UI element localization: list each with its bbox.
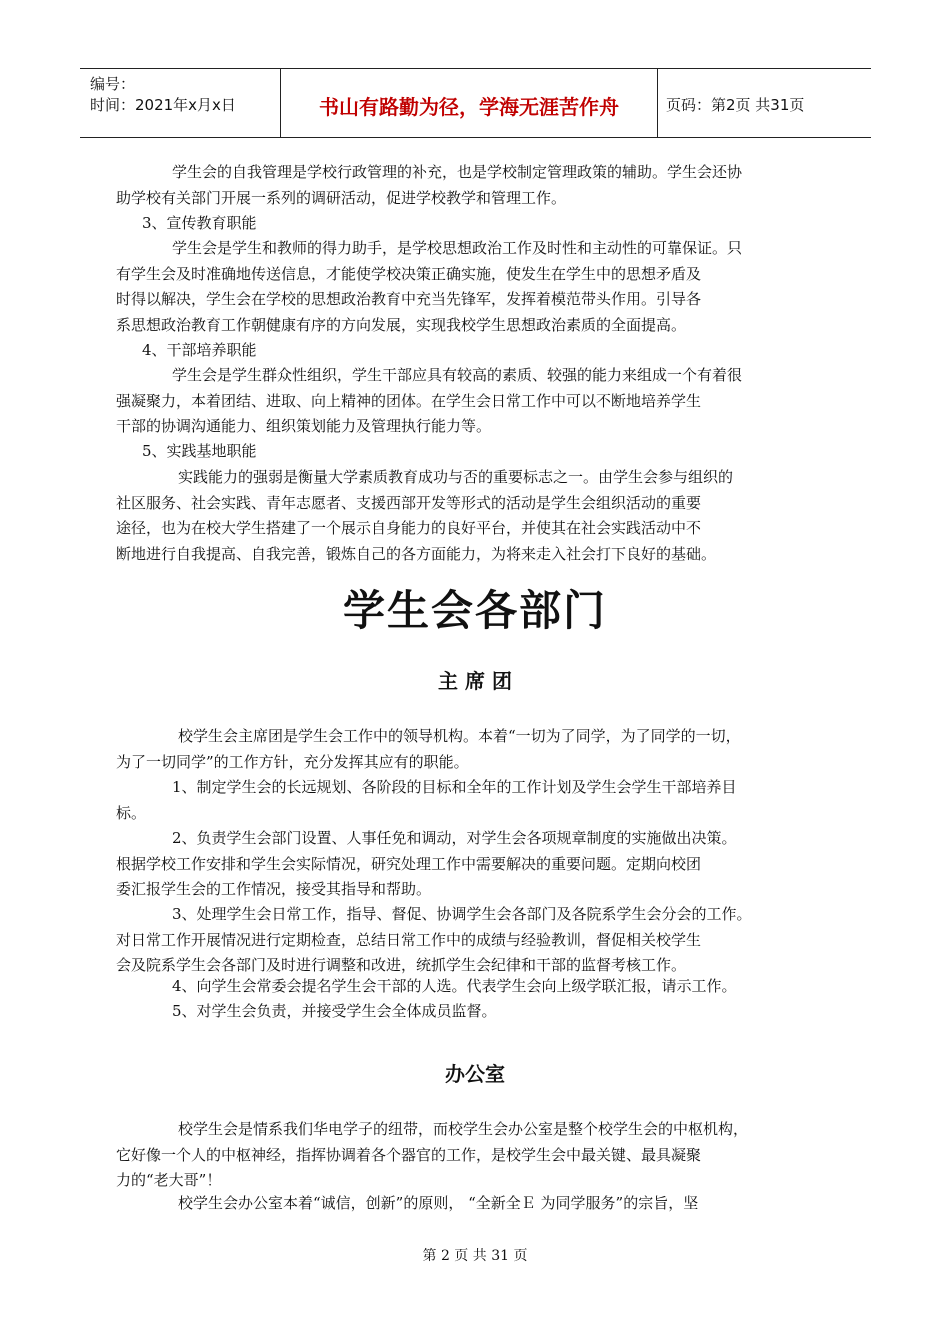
presidium-duty-5	[116, 999, 836, 1025]
page-header	[80, 68, 871, 138]
presidium-duty-2	[116, 826, 836, 903]
header-left-cell	[80, 69, 281, 137]
text-line: 力的“老大哥”！	[116, 1171, 222, 1189]
item-3-title	[142, 211, 862, 237]
text-line: 校学生会是情系我们华电学子的纽带，而校学生会办公室是整个校学生会的中枢机构，	[178, 1120, 749, 1138]
text-line: 4、向学生会常委会提名学生会干部的人选。代表学生会向上级学联汇报，请示工作。	[172, 977, 737, 995]
text-line: 会及院系学生会各部门及时进行调整和改进，统抓学生会纪律和干部的监督考核工作。	[116, 956, 687, 974]
item-5-title	[142, 439, 862, 465]
office-paragraph-2	[116, 1191, 836, 1217]
presidium-duty-4	[116, 974, 836, 1000]
office-title: 办公室	[445, 1062, 505, 1086]
paragraph-publicity	[116, 236, 836, 338]
document-time-label: 时间：2021年x月x日	[90, 96, 236, 114]
text-line: 2、负责学生会部门设置、人事任免和调动，对学生会各项规章制度的实施做出决策。	[172, 829, 737, 847]
paragraph-self-management	[116, 160, 836, 211]
text-line: 学生会是学生群众性组织，学生干部应具有较高的素质、较强的能力来组成一个有着很	[172, 366, 743, 384]
text-line: 时得以解决，学生会在学校的思想政治教育中充当先锋军，发挥着模范带头作用。引导各	[116, 290, 702, 308]
section-title: 学生会各部门	[342, 586, 607, 635]
text-line: 有学生会及时准确地传送信息，才能使学校决策正确实施，使发生在学生中的思想矛盾及	[116, 264, 702, 283]
text-line: 断地进行自我提高、自我完善，锻炼自己的各方面能力，为将来走入社会打下良好的基础。	[116, 544, 717, 563]
text-line: 为了一切同学”的工作方针，充分发挥其应有的职能。	[116, 752, 469, 771]
office-paragraph-1	[116, 1117, 836, 1194]
paragraph-practice	[116, 465, 836, 567]
text-line: 3、处理学生会日常工作，指导、督促、协调学生会各部门及各院系学生会分会的工作。	[172, 905, 752, 923]
page-footer: 第 2 页 共 31 页	[422, 1248, 528, 1264]
page-info: 页码：第2页 共31页	[666, 96, 805, 114]
text-line: 它好像一个人的中枢神经，指挥协调着各个器官的工作，是校学生会中最关键、最具凝聚	[116, 1145, 702, 1164]
text-line: 校学生会办公室本着“诚信，创新”的原则， “全新全Ｅ 为同学服务”的宗旨，坚	[178, 1194, 699, 1212]
presidium-intro	[116, 724, 836, 775]
paragraph-cadre	[116, 363, 836, 440]
text-line: 5、实践基地职能	[142, 442, 257, 460]
text-line: 标。	[116, 803, 147, 822]
header-right-cell	[658, 69, 871, 137]
text-line: 社区服务、社会实践、青年志愿者、支援西部开发等形式的活动是学生会组织活动的重要	[116, 493, 702, 512]
text-line: 实践能力的强弱是衡量大学素质教育成功与否的重要标志之一。由学生会参与组织的	[178, 468, 734, 486]
document-number-label: 编号：	[90, 75, 136, 93]
text-line: 学生会的自我管理是学校行政管理的补充，也是学校制定管理政策的辅助。学生会还协	[172, 163, 743, 181]
text-line: 1、制定学生会的长远规划、各阶段的目标和全年的工作计划及学生会学生干部培养目	[172, 778, 737, 796]
text-line: 4、干部培养职能	[142, 341, 257, 359]
text-line: 干部的协调沟通能力、组织策划能力及管理执行能力等。	[116, 417, 492, 435]
presidium-duty-1	[116, 775, 836, 826]
text-line: 对日常工作开展情况进行定期检查，总结日常工作中的成绩与经验教训，督促相关校学生	[116, 930, 702, 949]
text-line: 强凝聚力，本着团结、进取、向上精神的团体。在学生会日常工作中可以不断地培养学生	[116, 391, 702, 410]
text-line: 校学生会主席团是学生会工作中的领导机构。本着“一切为了同学，为了同学的一切，	[178, 727, 741, 745]
text-line: 助学校有关部门开展一系列的调研活动，促进学校教学和管理工作。	[116, 188, 567, 207]
header-motto-cell	[281, 69, 658, 137]
text-line: 学生会是学生和教师的得力助手，是学校思想政治工作及时性和主动性的可靠保证。只	[172, 239, 743, 257]
item-4-title	[142, 338, 862, 364]
presidium-title: 主 席 团	[438, 669, 512, 693]
text-line: 委汇报学生会的工作情况，接受其指导和帮助。	[116, 880, 432, 898]
text-line: 途径，也为在校大学生搭建了一个展示自身能力的良好平台，并使其在社会实践活动中不	[116, 519, 702, 537]
presidium-duty-3	[116, 902, 836, 979]
text-line: 5、对学生会负责，并接受学生会全体成员监督。	[172, 1002, 497, 1020]
text-line: 系思想政治教育工作朝健康有序的方向发展，实现我校学生思想政治素质的全面提高。	[116, 315, 687, 334]
header-motto: 书山有路勤为径，学海无涯苦作舟	[319, 95, 619, 119]
text-line: 3、宣传教育职能	[142, 214, 257, 232]
text-line: 根据学校工作安排和学生会实际情况，研究处理工作中需要解决的重要问题。定期向校团	[116, 854, 702, 873]
